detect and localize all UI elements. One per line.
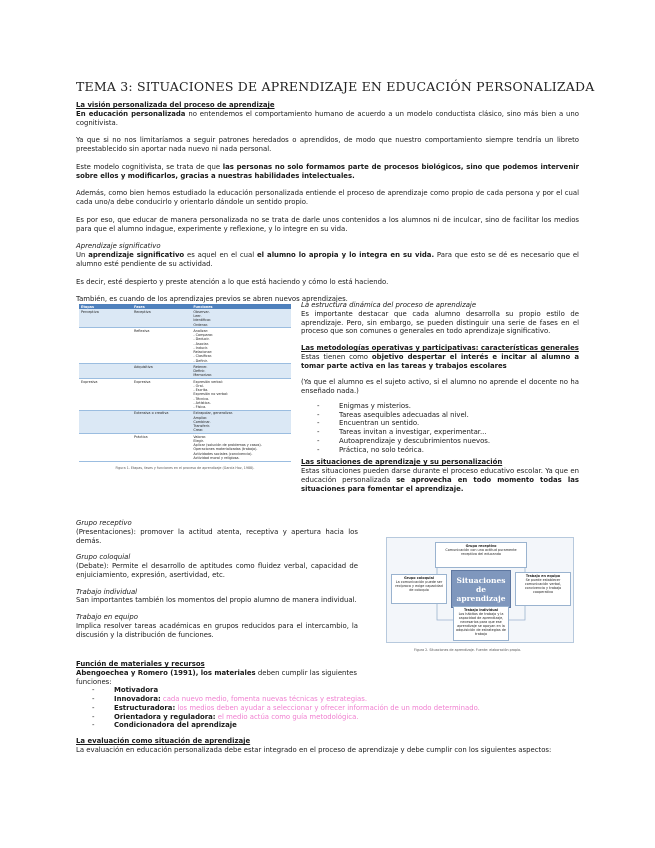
- item-term: Orientadora y reguladora:: [114, 712, 216, 721]
- table-cell-etapa: Expresiva: [79, 379, 132, 411]
- diagram-node-grupo-receptivo: [435, 542, 527, 568]
- bold-text: el alumno lo apropia y lo integra en su vida.: [257, 251, 435, 260]
- table-header-cell: Etapas: [79, 304, 132, 309]
- table-cell-etapa: [79, 410, 132, 433]
- paragraph: [76, 110, 579, 128]
- table-row: [79, 434, 291, 462]
- table-cell-etapa: [79, 364, 132, 379]
- paragraph: Además, como bien hemos estudiado la educación personalizada entiende el proceso de aprendizaje como propio de cada persona y por el cual cada uno/a debe conducirlo y orientarlo dándole un sentido propio.: [76, 189, 579, 207]
- node-text: Se puede establecer comunicación verbal, convivencia y trabajo cooperativo: [524, 578, 562, 595]
- group-text: San importantes también los momentos del propio alumno de manera individual.: [76, 596, 357, 605]
- list-item: - Encuentran un sentido.: [317, 419, 579, 428]
- group-label: Trabajo en equipo: [76, 613, 138, 622]
- section-heading: Función de materiales y recursos: [76, 660, 205, 668]
- table-header-cell: Funciones: [191, 304, 291, 309]
- table-cell-func: Extrapolar, generalizar. Ampliar. Combinar. Transferir. Crear.: [191, 410, 291, 433]
- stages-table: [79, 304, 291, 462]
- diagram-node-grupo-coloquial: [391, 574, 447, 604]
- node-text: La comunicación puede ser recíproca y exige capacidad de coloquio: [395, 580, 443, 593]
- groups-section: [76, 519, 358, 639]
- diagram-node-trabajo-equipo: [515, 572, 571, 606]
- table-row: [79, 364, 291, 379]
- item-term: Motivadora: [114, 686, 159, 695]
- table-header-cell: Fases: [132, 304, 191, 309]
- text: es aquel en el cual: [184, 251, 257, 260]
- list-item: [92, 686, 579, 695]
- table-cell-fase: Reflexiva: [132, 328, 191, 364]
- table-cell-etapa: [79, 328, 132, 364]
- methodology-list: [301, 402, 579, 455]
- paragraph: (Ya que el alumno es el sujeto activo, si el alumno no aprende el docente no ha enseñado nada.): [301, 378, 579, 396]
- list-item: [92, 713, 579, 722]
- table-cell-func: Expresión verbal: - Oral. - Escrita. Expresión no verbal: - Técnica. - Artística. - Física.: [191, 379, 291, 411]
- diagram-caption: Figura 2. Situaciones de aprendizaje. Fuente: elaboración propia.: [414, 648, 522, 652]
- diagram-center-node: Situaciones de aprendizaje: [451, 570, 511, 608]
- subsection-heading: La estructura dinámica del proceso de aprendizaje: [301, 301, 477, 309]
- node-title: Trabajo individual: [463, 608, 499, 612]
- table-cell-func: Retener. Definir. Memorizar.: [191, 364, 291, 379]
- materials-functions-list: [76, 686, 579, 730]
- section-heading: La visión personalizada del proceso de aprendizaje: [76, 101, 275, 109]
- bold-text: Abengoechea y Romero (1991),: [76, 668, 201, 677]
- table-cell-fase: Expresiva: [132, 379, 191, 411]
- group-text: Implica resolver tareas académicas en grupos reducidos para el intercambio, la discusión y la distribución de funciones.: [76, 621, 358, 639]
- paragraph: También, es cuando de los aprendizajes previos se abren nuevos aprendizajes.: [76, 295, 348, 304]
- text: Estas tienen como: [301, 352, 372, 361]
- paragraph: [76, 669, 376, 687]
- section-materiales: [76, 660, 579, 730]
- table-cell-func: Valorar. Elegir. Aplicar (solución de problemas y casos). Operaciones materializadas (trabajo). Actividades sociales (convivencia). Actividad moral y religiosa.: [191, 434, 291, 462]
- paragraph: Es por eso, que educar de manera personalizada no se trata de darle unos contenidos a los alumnos ni de inculcar, sino de facilitar los medios para que el alumno indague, experimente y reflexione, y lo integre en su vida.: [76, 215, 579, 233]
- bold-text: En educación personalizada: [76, 109, 186, 118]
- paragraph: Es decir, esté despierto y preste atención a lo que está haciendo y cómo lo está haciendo.: [76, 277, 389, 286]
- paragraph: [301, 353, 579, 371]
- table-cell-etapa: [79, 434, 132, 462]
- situations-diagram: [386, 537, 574, 643]
- subsection-heading: Aprendizaje significativo: [76, 242, 161, 251]
- node-title: Trabajo en equipo: [525, 574, 561, 578]
- table-row: [79, 410, 291, 433]
- table-row: [79, 328, 291, 364]
- table-cell-func: Analizar: - Comparar. - Deducir. - Asociar. - Inducir. Relacionar: - Clasificar. - Definir.: [191, 328, 291, 364]
- table-cell-fase: Adquisitiva: [132, 364, 191, 379]
- group-label: Grupo receptivo: [76, 519, 132, 527]
- text: deben cumplir las siguientes funciones:: [76, 668, 357, 686]
- section-heading: La evaluación como situación de aprendizaje: [76, 737, 251, 745]
- group-label: Trabajo individual: [76, 587, 138, 596]
- item-term: Innovadora:: [114, 695, 161, 704]
- bold-text: objetivo despertar el interés e incitar al alumno a tomar parte activa en las tareas y trabajos escolares: [301, 352, 579, 370]
- item-term: Estructuradora:: [114, 703, 176, 712]
- paragraph: [76, 163, 579, 181]
- paragraph: Ya que si no nos limitaríamos a seguir patrones heredados o aprendidos, de modo que nuestro comportamiento siempre tendría un libreto preestablecido sin aportar nada nuevo ni nada personal.: [76, 136, 579, 154]
- list-item: [92, 704, 579, 713]
- paragraph: [301, 467, 579, 493]
- paragraph: Es importante destacar que cada alumno desarrolla su propio estilo de aprendizaje. Pero, sin embargo, se pueden distinguir una serie de fases en el proceso que son comunes o generales en todo aprendizaje significativo.: [301, 309, 579, 336]
- paragraph: La evaluación en educación personalizada debe estar integrado en el proceso de aprendizaje y debe cumplir con los siguientes aspectos:: [76, 745, 552, 754]
- table-cell-fase: Extensiva o creativa: [132, 410, 191, 433]
- group-text: (Debate): Permite el desarrollo de aptitudes como fluidez verbal, capacidad de enjuiciamiento, expresión, asertividad, etc.: [76, 562, 358, 579]
- bold-text: se aprovecha en todo momento todas las situaciones para fomentar el aprendizaje.: [301, 476, 579, 493]
- diagram-node-trabajo-individual: [453, 606, 509, 641]
- node-text: Comunicación con una actitud puramente receptiva del educando: [445, 548, 517, 557]
- list-item: - Práctica, no solo teórica.: [317, 446, 579, 455]
- table-row: [79, 309, 291, 328]
- text: Un: [76, 251, 89, 260]
- list-item: - Autoaprendizaje y descubrimientos nuevos.: [317, 437, 579, 446]
- list-item: - Enigmas y misterios.: [317, 402, 579, 411]
- table-cell-func: Observar. Leer. Identificar. Ordenar.: [191, 309, 291, 328]
- node-text: Los hábitos de trabajo y la capacidad de aprendizaje, necesarios para que ese aprendizaje se apoyan en la adquisición de estrategias de trabajo: [456, 612, 506, 637]
- bold-text: las personas no solo formamos parte de procesos biológicos, sino que podemos intervenir sobre ellos y modificarlos, gracias a nuestras habilidades intelectuales.: [76, 162, 580, 180]
- group-label: Grupo coloquial: [76, 553, 131, 562]
- text: Estas situaciones pueden darse durante el proceso educativo escolar. Ya que en educación personalizada: [301, 467, 579, 485]
- list-item: [92, 721, 579, 730]
- node-title: Grupo coloquial: [403, 576, 435, 580]
- item-description: el medio actúa como guía metodológica.: [215, 712, 359, 721]
- bold-text: los materiales: [200, 668, 256, 677]
- item-term: Condicionadora del aprendizaje: [114, 721, 237, 730]
- section-estructura: [301, 301, 579, 494]
- text: Este modelo cognitivista, se trata de que: [76, 162, 223, 171]
- section-evaluacion: [76, 737, 579, 755]
- section-heading: Las situaciones de aprendizaje y su personalización: [301, 458, 503, 467]
- table-caption: Figura 1. Etapas, fases y funciones en el proceso de aprendizaje (García Hoz, 1988).: [115, 465, 255, 470]
- list-item: - Tareas invitan a investigar, experimentar...: [317, 428, 579, 437]
- item-description: cada nuevo medio, fomenta nuevas técnicas y estrategias.: [160, 695, 368, 704]
- table-cell-fase: Receptiva: [132, 309, 191, 328]
- table-cell-fase: Práctica: [132, 434, 191, 462]
- learning-stages-table: [79, 304, 291, 470]
- table-cell-etapa: Perceptiva: [79, 309, 132, 328]
- table-row: [79, 379, 291, 411]
- section-heading: Las metodologías operativas y participativas: características generales: [301, 344, 579, 353]
- node-title: Grupo receptivo: [465, 544, 497, 548]
- list-item: - Tareas asequibles adecuadas al nivel.: [317, 411, 579, 420]
- item-description: los medios deben ayudar a seleccionar y ofrecer información de un modo determinado.: [175, 703, 480, 712]
- section-vision: [76, 101, 579, 304]
- page-title: TEMA 3: SITUACIONES DE APRENDIZAJE EN EDUCACIÓN PERSONALIZADA: [76, 79, 595, 94]
- list-item: [92, 695, 579, 704]
- bold-text: aprendizaje significativo: [88, 251, 185, 260]
- text: no entendemos el comportamiento humano de acuerdo a un modelo conductista clásico, sino más bien a uno cognitivista.: [76, 109, 579, 127]
- group-text: (Presentaciones): promover la actitud atenta, receptiva y apertura hacia los demás.: [76, 527, 358, 545]
- text: Para que esto se dé es necesario que el alumno esté pendiente de su actividad.: [76, 251, 579, 268]
- paragraph: [76, 251, 579, 269]
